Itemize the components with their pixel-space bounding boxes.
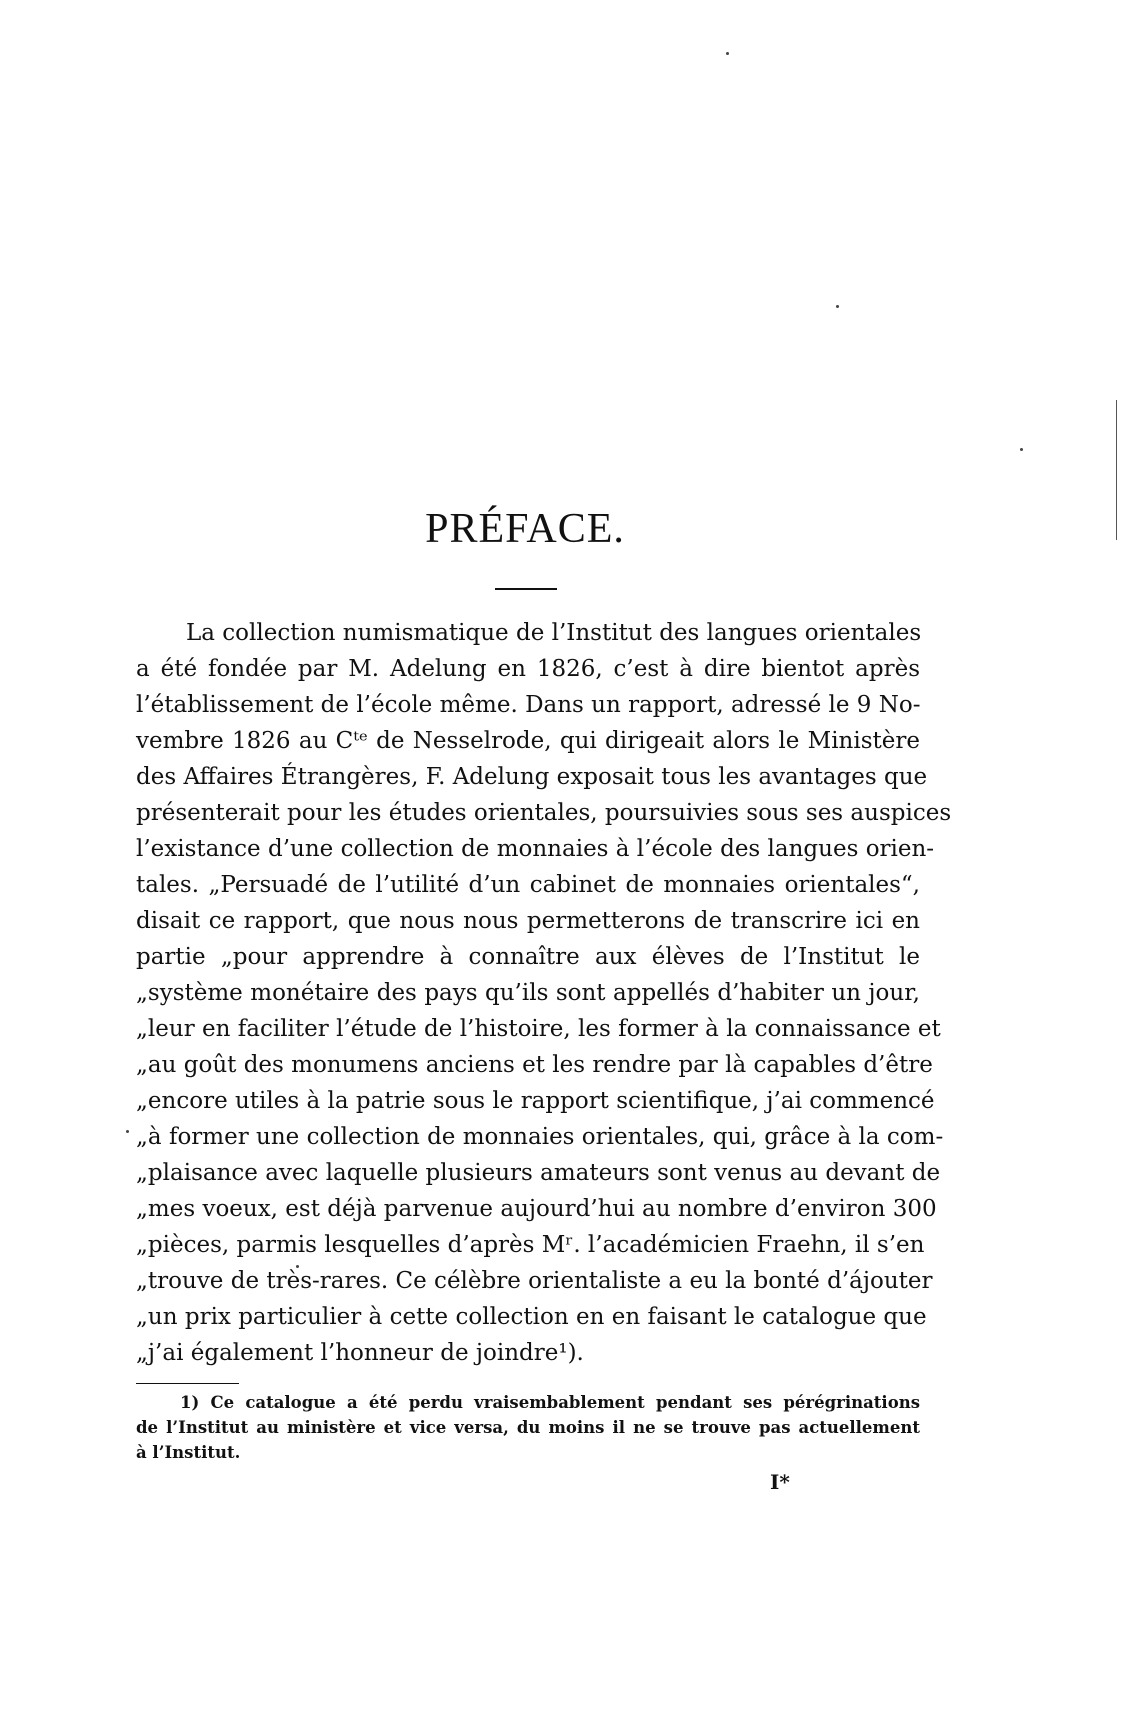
paragraph-line: „encore utiles à la patrie sous le rapport scientifique, j’ai commencé <box>136 1088 935 1114</box>
scan-edge-line <box>1116 400 1117 540</box>
paragraph-line: présenterait pour les études orientales, poursuivies sous ses auspices <box>136 800 952 826</box>
paragraph-line: a été fondée par M. Adelung en 1826, c’est à dire bientot après <box>136 656 920 682</box>
paragraph-line: „mes voeux, est déjà parvenue aujourd’hui au nombre d’environ 300 <box>136 1196 937 1222</box>
title-divider <box>495 588 557 590</box>
paragraph-line: l’établissement de l’école même. Dans un rapport, adressé le 9 No- <box>136 692 921 718</box>
preface-paragraph <box>136 615 952 1371</box>
paragraph-line: des Affaires Étrangères, F. Adelung exposait tous les avantages que <box>136 764 928 790</box>
signature-mark: I* <box>770 1470 790 1494</box>
scan-speck <box>836 305 839 308</box>
page-title: PRÉFACE. <box>425 506 625 552</box>
paragraph-line: „à former une collection de monnaies orientales, qui, grâce à la com- <box>136 1124 944 1150</box>
footnote-line: de l’Institut au ministère et vice versa, du moins il ne se trouve pas actuellement <box>136 1418 920 1437</box>
paragraph-line: l’existance d’une collection de monnaies à l’école des langues orien- <box>136 836 935 862</box>
paragraph-line: „leur en faciliter l’étude de l’histoire, les former à la connaissance et <box>136 1016 941 1042</box>
paragraph-line: La collection numismatique de l’Institut des langues orientales <box>186 620 922 646</box>
paragraph-line: „j’ai également l’honneur de joindre¹). <box>136 1340 584 1366</box>
paragraph-line: vembre 1826 au Cᵗᵉ de Nesselrode, qui dirigeait alors le Ministère <box>136 728 920 754</box>
paragraph-line: „trouve de très-rares. Ce célèbre orientaliste a eu la bonté d’ájouter <box>136 1268 933 1294</box>
footnote-divider <box>136 1383 239 1384</box>
paragraph-line: disait ce rapport, que nous nous permetterons de transcrire ici en <box>136 908 920 934</box>
paragraph-line: „au goût des monumens anciens et les rendre par là capables d’être <box>136 1052 933 1078</box>
scan-speck <box>126 1130 129 1133</box>
scan-speck <box>726 52 729 55</box>
footnote-line: 1) Ce catalogue a été perdu vraisembablement pendant ses pérégrinations <box>180 1393 920 1412</box>
paragraph-line: „un prix particulier à cette collection en en faisant le catalogue que <box>136 1304 927 1330</box>
paragraph-line: „plaisance avec laquelle plusieurs amateurs sont venus au devant de <box>136 1160 941 1186</box>
footnote-line: à l’Institut. <box>136 1443 241 1462</box>
paragraph-line: „système monétaire des pays qu’ils sont appellés d’habiter un jour, <box>136 980 920 1006</box>
paragraph-line: tales. „Persuadé de l’utilité d’un cabinet de monnaies orientales“, <box>136 872 920 898</box>
paragraph-line: partie „pour apprendre à connaître aux élèves de l’Institut le <box>136 944 920 970</box>
paragraph-line: „pièces, parmis lesquelles d’après Mʳ. l’académicien Fraehn, il s’en <box>136 1232 925 1258</box>
footnote <box>136 1390 920 1465</box>
scan-speck <box>1020 448 1023 451</box>
scan-speck <box>296 1265 299 1268</box>
